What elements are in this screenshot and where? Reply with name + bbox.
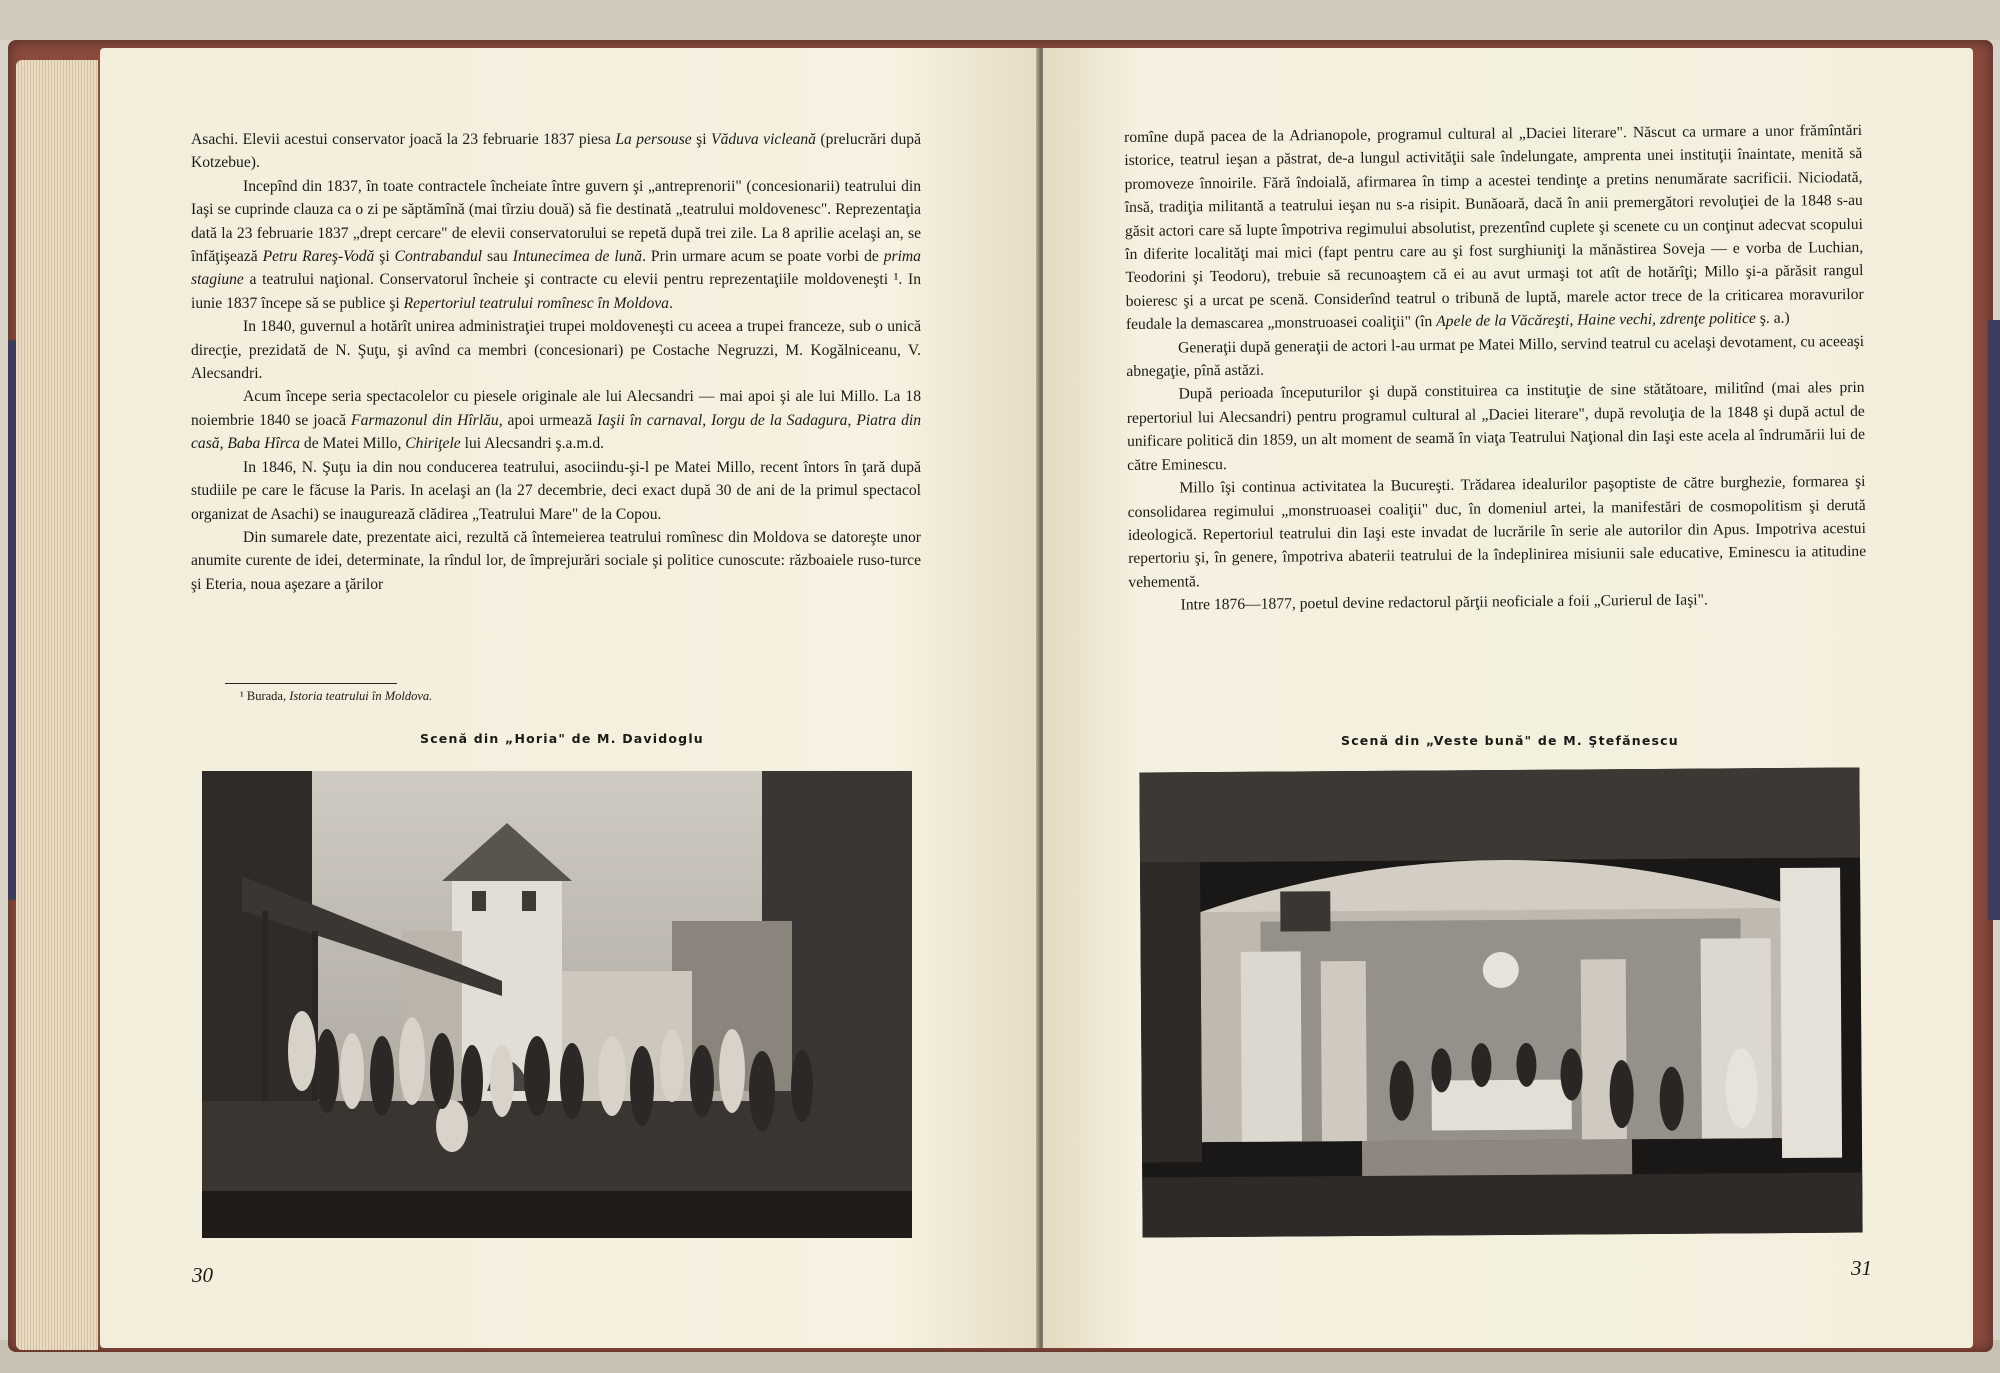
- footnote-rule: [225, 683, 397, 684]
- right-body-text: [1124, 119, 1867, 618]
- paragraph: [191, 128, 921, 175]
- text-run: Incepînd din 1837, în toate contractele încheiate între guvern şi „antreprenorii" (concesionarii) teatrului din Iaşi se cuprinde clauza ca o zi pe săptămînă (mai tîrziu două) să fie destinată „teatrului moldovenesc". Reprezentaţia dată la 23 februarie 1837 „drept cercare" de elevii conservatorului se repetă după trei zile. La 8 aprilie acelaşi an, se înfăţişează: [191, 177, 921, 266]
- left-page: [100, 48, 1040, 1348]
- italic-title: Farmazonul din Hîrlău: [351, 411, 499, 429]
- italic-title: Repertoriul teatrului romînesc în Moldova: [403, 294, 669, 312]
- text-run: şi: [374, 248, 395, 266]
- text-run: După perioada începuturilor şi după constituirea ca instituţie de sine stătătoare, militînd (mai ales prin repertoriul lui Alecsandri) pentru programul cultural al „Daciei literare", după revoluţia de la 1848 şi după actul de unificare politică din 1859, un alt moment de seamă în viaţa Teatrului Naţional din Iaşi este acela al îndrumării lui de către Eminescu.: [1126, 379, 1866, 474]
- footnote-title: Istoria teatrului în Moldova.: [289, 689, 433, 703]
- paragraph: [1126, 330, 1864, 384]
- text-run: In 1846, N. Şuţu ia din nou conducerea teatrului, asociindu-şi-l pe Matei Millo, recent întors în ţară după studiile pe care le făcuse la Paris. In acelaşi an (la 27 decembrie, deci exact după 30 de ani de la primul spectacol organizat de Asachi) se inaugurează clădirea „Teatrului Mare" de la Copou.: [191, 458, 921, 523]
- footnote: [240, 689, 432, 704]
- text-run: sau: [482, 248, 513, 266]
- italic-title: Iaşii în carnaval: [597, 411, 703, 429]
- photo-veste-buna-scene: [1139, 767, 1862, 1237]
- text-run: ,: [702, 411, 712, 429]
- cover-cloth-right: [1988, 320, 2000, 920]
- paragraph: [1126, 376, 1865, 477]
- page-edges-left: [16, 60, 98, 1350]
- italic-title: Piatra din casă: [191, 411, 922, 453]
- text-run: In 1840, guvernul a hotărît unirea administraţiei trupei moldoveneşti cu aceea a trupei franceze, sub o unică direcţie, prezidată de N. Şuţu, şi avînd ca membri (concesionari) pe Costache Negruzzi, M. Kogălniceanu, V. Alecsandri.: [191, 318, 921, 383]
- text-run: (prelucrări după Kotzebue).: [191, 131, 921, 172]
- italic-title: La persouse: [615, 131, 692, 148]
- italic-title: Intunecimea de lună: [512, 248, 643, 266]
- text-run: romîne după pacea de la Adrianopole, programul cultural al „Daciei literare". Născut ca urmare a unor frămîntări istorice, teatrul ieşan a păstrat, de-a lungul activităţii sale îndelungate, amprenta unei instituţii înaintate, menită să promoveze înnoirile. Fără îndoială, afirmarea în timp a acestei tendinţe a pretins nenumărate sacrificii. Niciodată, însă, tradiţia militantă a teatrului ieşan nu s-a risipit. Bunăoară, dacă în anii premergători revoluţiei de la 1848 s-au găsit actori care să lupte împotriva regimului absolutist, prezentînd cuplete şi scenete cu un conţinut adecvat scopului în diferite localităţi mai mici (fapt pentru care au şi fost surghiuniţi la mănăstirea Soveja — e vorba de Luchian, Teodorini şi Teodoru), trebuie să recunoaştem că ei au avut urmaşi tot atît de hotărîţi; Millo şi-a părăsit rangul boieresc şi a urcat pe scenă. Considerînd teatrul o tribună de luptă, marele actor trece de la criticarea moravurilor feudale la demascarea „monstruoasei coaliţii" (în: [1124, 121, 1864, 334]
- text-run: Generaţii după generaţii de actori l-au urmat pe Matei Millo, servind teatrul cu acelaşi devotament, cu aceeaşi abnegaţie, pînă astăzi.: [1126, 332, 1865, 381]
- right-page: [1043, 48, 1973, 1348]
- italic-title: Petru Rareş-Vodă: [262, 248, 375, 266]
- paragraph: [191, 315, 921, 385]
- italic-title: Baba Hîrca: [227, 435, 301, 453]
- text-run: Intre 1876—1877, poetul devine redactorul părţii neoficiale a foii „Curierul de Iaşi".: [1180, 591, 1708, 614]
- paragraph: [191, 456, 921, 526]
- paragraph: [191, 385, 921, 455]
- text-run: ,: [1569, 311, 1578, 329]
- text-run: Asachi. Elevii acestui conservator joacă la 23 februarie 1837 piesa: [191, 131, 616, 148]
- photo-caption-veste-buna: Scenă din „Veste bună" de M. Ştefănescu: [1341, 733, 1679, 748]
- text-run: .: [668, 294, 673, 312]
- text-run: ş. a.): [1755, 309, 1790, 328]
- italic-title: Văduva vicleană: [711, 131, 816, 148]
- text-run: a teatrului naţional. Conservatorul încheie şi contracte cu elevii pentru reprezentaţiile moldoveneşti ¹. In iunie 1837 începe să se publice şi: [191, 271, 921, 312]
- italic-title: prima stagiune: [191, 248, 921, 289]
- text-run: de Matei Millo,: [300, 435, 406, 453]
- text-run: , apoi urmează: [498, 411, 598, 429]
- page-number-left: 30: [192, 1263, 213, 1287]
- left-body-text: [191, 128, 921, 596]
- italic-title: Iorgu de la Sadagura: [711, 411, 848, 429]
- text-run: lui Alecsandri ş.a.m.d.: [460, 435, 605, 453]
- paragraph: [1124, 119, 1864, 337]
- paragraph: [191, 526, 921, 596]
- italic-title: Apele de la Văcăreşti: [1436, 311, 1570, 331]
- footnote-mark: ¹ Burada,: [240, 689, 290, 703]
- italic-title: Chiriţele: [405, 435, 461, 453]
- photo-caption-horia: Scenă din „Horia" de M. Davidoglu: [420, 731, 704, 746]
- backdrop-top: [0, 0, 2000, 40]
- paragraph: [1127, 470, 1866, 594]
- text-run: ,: [847, 411, 857, 429]
- text-run: Acum începe seria spectacolelor cu piesele originale ale lui Alecsandri — mai apoi şi ale lui Millo. La 18 noiembrie 1840 se joacă: [191, 388, 921, 429]
- text-run: şi: [691, 131, 712, 148]
- text-run: Millo îşi continua activitatea la Bucureşti. Trădarea idealurilor paşoptiste de către burghezie, formarea şi consolidarea regimului „monstruoasei coaliţii" duc, în domeniul artei, la manifestări de cosmopolitism şi derută ideologică. Repertoriul teatrului din Iaşi este invadat de lucrările în serie ale autorilor din Apus. Impotriva acestui repertoriu şi, în genere, împotriva abaterii teatrului de la îndeplinirea misiunii sale educative, Eminescu ia atitudine vehementă.: [1127, 472, 1867, 591]
- italic-title: Contrabandul: [394, 248, 483, 266]
- text-run: Din sumarele date, prezentate aici, rezultă că întemeierea teatrului romînesc din Moldova se datoreşte unor anumite curente de idei, determinate, la rîndul lor, de împrejurări sociale şi politice cunoscute: războaiele ruso-turce şi Eteria, noua aşezare a ţărilor: [191, 528, 921, 593]
- text-run: ,: [219, 435, 228, 453]
- photo-horia-scene: [202, 771, 912, 1238]
- page-number-right: 31: [1851, 1256, 1872, 1280]
- italic-title: Haine vechi, zdrenţe politice: [1577, 310, 1757, 329]
- text-run: . Prin urmare acum se poate vorbi de: [642, 248, 884, 266]
- paragraph: [191, 175, 921, 315]
